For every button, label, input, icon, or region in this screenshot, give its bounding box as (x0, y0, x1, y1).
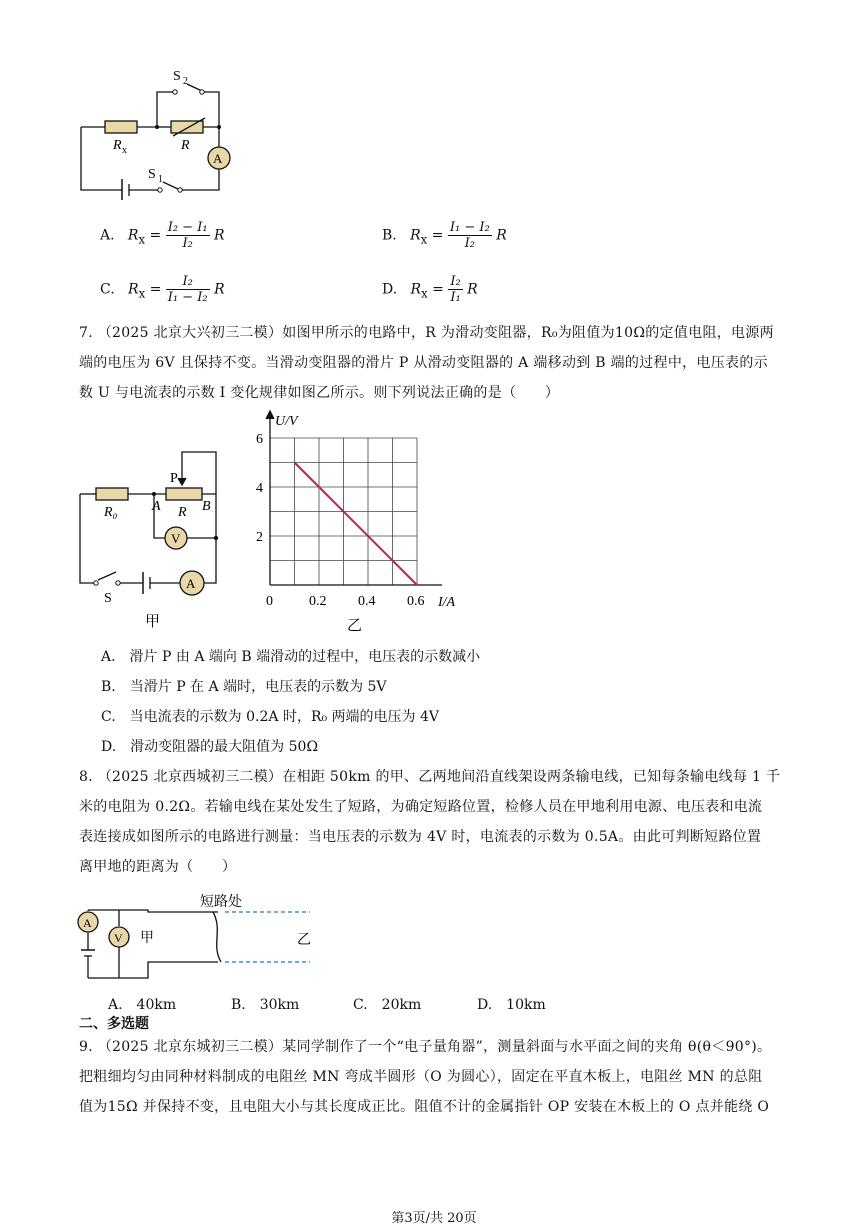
section-heading: 二、多选题 (79, 1016, 149, 1032)
label-r0: R₀ (104, 505, 118, 520)
q7-circuit-diagram (70, 440, 230, 635)
q8-option-c: C. 20km (353, 997, 422, 1013)
q7-option-d: D. 滑动变阻器的最大阻值为 50Ω (101, 739, 319, 755)
label-ammeter: A (186, 576, 196, 591)
q6-option-c: C. $R_x$ = $\frac{\text{I₂}}{\text{I₁ − I₂}}$ R (100, 274, 225, 305)
q6-option-b: B. $R_x$ = $\frac{\text{I₁ − I₂}}{\text{I₂}}$ R (382, 220, 507, 251)
q6-option-a: A. $R_x$ = $\frac{\text{I₂ − I₁}}{\text{I₂}}$ R (100, 220, 225, 251)
q9-stem: 9. （2025 北京东城初三二模）某同学制作了一个“电子量角器”，测量斜面与水平面之间的夹角 θ(θ＜90°)。 把粗细均匀由同种材料制成的电阻丝 MN 弯成半圆形（O 为圆心），固定在平直木板上，电阻丝 MN 的总阻 值为15Ω 并保持不变，且电阻大小与其长度成正比。阻值不计的金属指针 OP 安装在木板上的 O 点并能绕 O (79, 1039, 772, 1115)
label-voltmeter: V (171, 531, 181, 546)
label-b-end: B (202, 499, 211, 514)
graph-ylabel: U/V (275, 414, 298, 429)
q7-options (101, 642, 480, 762)
q8-option-d: D. 10km (477, 997, 546, 1013)
caption-yi: 乙 (347, 618, 363, 634)
q6-option-d: D. $R_x$ = $\frac{\text{I₂}}{\text{I₁}}$ R (382, 274, 478, 305)
label-switch-s: S (104, 591, 112, 606)
page-footer: 第3页/共 20页 (391, 1211, 477, 1226)
q7-option-a: A. 滑片 P 由 A 端向 B 端滑动的过程中，电压表的示数减小 (101, 649, 481, 665)
graph-xlabel: I/A (438, 595, 456, 610)
y-tick-label: 6 (256, 432, 263, 447)
x-tick-label: 0 (266, 594, 273, 609)
q7-ui-graph (245, 405, 475, 635)
label-rx: R (113, 138, 122, 153)
graph-axes (266, 411, 442, 585)
label-voltmeter: V (114, 931, 123, 945)
label-s1-sub: 1 (158, 174, 163, 185)
q7-stem: 7. （2025 北京大兴初三二模）如图甲所示的电路中，R 为滑动变阻器，R₀为阻值为10Ω的定值电阻，电源两 端的电压为 6V 且保持不变。当滑动变阻器的滑片 P 从滑动变阻器的 A 端移动到 B 端的过程中，电压表的示 数 U 与电流表的示数 I 变化规律如图乙所示。则下列说法正确的是（ ） (79, 325, 774, 401)
label-short-circuit: 短路处 (200, 895, 242, 910)
label-rx-sub: x (122, 145, 127, 156)
x-tick-label: 0.6 (407, 594, 425, 609)
caption-jia: 甲 (145, 614, 161, 630)
label-ammeter: A (213, 151, 223, 166)
label-s2-sub: 2 (183, 76, 188, 87)
q8-stem: 8. （2025 北京西城初三二模）在相距 50km 的甲、乙两地间沿直线架设两条输电线，已知每条输电线每 1 千 米的电阻为 0.2Ω。若输电线在某处发生了短路，为确定短路位置，检修人员在甲地利用电源、电压表和电流 表连接成如图所示的电路进行测量：当电压表的示数为 4V 时，电流表的示数为 0.5A。由此可判断短路位置 离甲地的距离为（ ） (79, 769, 781, 875)
q8-transmission-line-diagram (75, 890, 325, 990)
label-r: R (178, 505, 187, 520)
label-r: R (181, 138, 190, 153)
label-a-end: A (152, 499, 161, 514)
label-yi: 乙 (297, 933, 311, 948)
label-s1: S (148, 167, 156, 182)
label-p: P (170, 471, 178, 486)
y-tick-label: 2 (256, 530, 263, 545)
q7-option-c: C. 当电流表的示数为 0.2A 时，R₀ 两端的电压为 4V (101, 709, 440, 725)
series-line (295, 463, 418, 586)
y-tick-label: 4 (256, 481, 263, 496)
q8-option-b: B. 30km (231, 997, 300, 1013)
q8-option-a: A. 40km (108, 997, 177, 1013)
label-s2: S (173, 69, 181, 84)
label-jia: 甲 (140, 931, 154, 946)
x-tick-label: 0.4 (358, 594, 376, 609)
label-ammeter: A (83, 916, 92, 930)
q6-circuit-diagram (75, 60, 245, 200)
x-tick-label: 0.2 (309, 594, 327, 609)
q7-option-b: B. 当滑片 P 在 A 端时，电压表的示数为 5V (101, 679, 387, 695)
